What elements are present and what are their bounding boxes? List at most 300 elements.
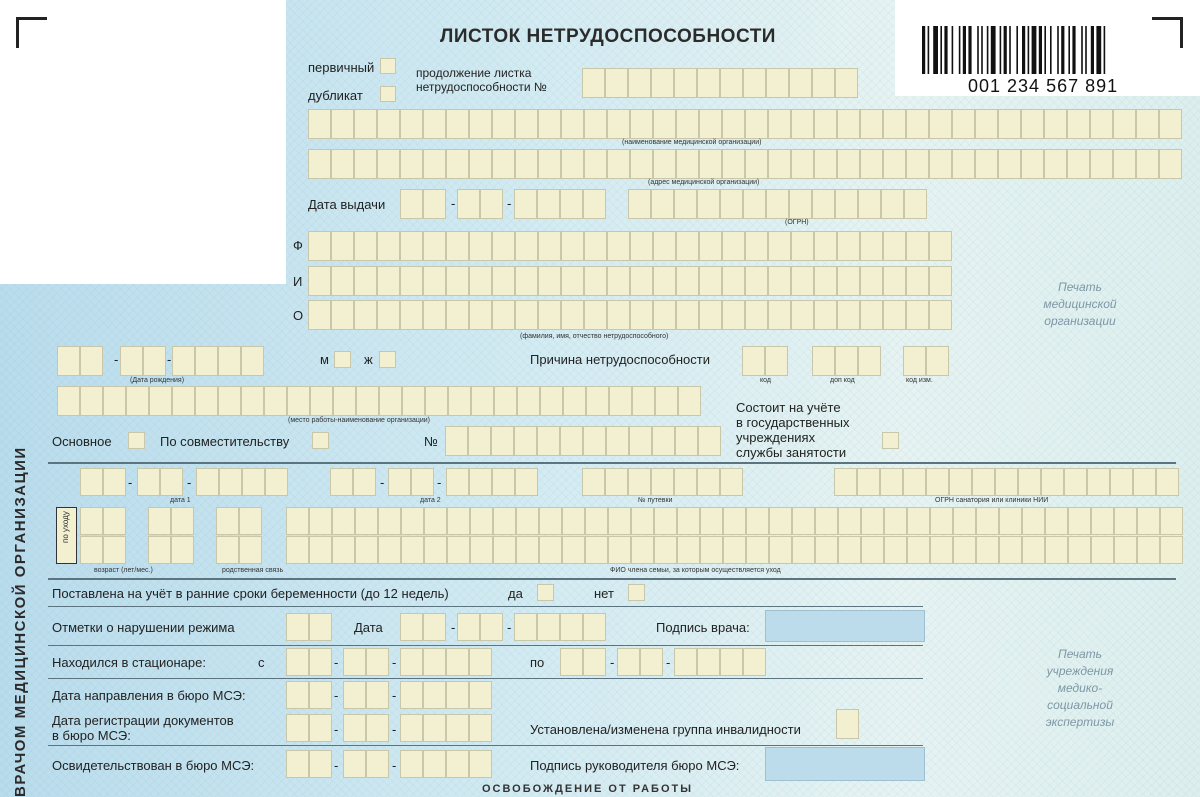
- family-member-cell[interactable]: [355, 536, 378, 564]
- ogrn-cell[interactable]: [674, 189, 697, 219]
- part-time-number-cell[interactable]: [698, 426, 721, 456]
- sanatorium-ogrn-cell[interactable]: [972, 468, 995, 496]
- org-name-cell[interactable]: [1067, 109, 1090, 139]
- mse-examined-year-cell[interactable]: [400, 750, 423, 778]
- date1-year-cell[interactable]: [219, 468, 242, 496]
- name-cell[interactable]: [837, 266, 860, 296]
- org-address-cell[interactable]: [883, 149, 906, 179]
- issue-year-cell[interactable]: [583, 189, 606, 219]
- org-address-cell[interactable]: [1113, 149, 1136, 179]
- mse-referral-day-cell[interactable]: [286, 681, 309, 709]
- family-member-cell[interactable]: [516, 507, 539, 535]
- name-cell[interactable]: [331, 266, 354, 296]
- family-member-cell[interactable]: [746, 536, 769, 564]
- surname-cell[interactable]: [699, 231, 722, 261]
- name-cell[interactable]: [515, 266, 538, 296]
- surname-cell[interactable]: [929, 231, 952, 261]
- org-address-cell[interactable]: [1159, 149, 1182, 179]
- org-address-cell[interactable]: [906, 149, 929, 179]
- org-name-cell[interactable]: [998, 109, 1021, 139]
- mse-examined-year-cell[interactable]: [469, 750, 492, 778]
- pregnancy-yes-checkbox[interactable]: [537, 584, 554, 601]
- reason-extra-code-cell[interactable]: [858, 346, 881, 376]
- org-address-cell[interactable]: [1021, 149, 1044, 179]
- part-time-number-cell[interactable]: [468, 426, 491, 456]
- org-name-cell[interactable]: [331, 109, 354, 139]
- duplicate-checkbox[interactable]: [380, 86, 396, 102]
- org-name-cell[interactable]: [515, 109, 538, 139]
- name-cell[interactable]: [745, 266, 768, 296]
- workplace-cell[interactable]: [425, 386, 448, 416]
- patronymic-cell[interactable]: [423, 300, 446, 330]
- org-name-cell[interactable]: [308, 109, 331, 139]
- family-member-cell[interactable]: [1137, 507, 1160, 535]
- surname-cell[interactable]: [837, 231, 860, 261]
- hospital-from-day-cell[interactable]: [309, 648, 332, 676]
- disability-group-cell[interactable]: [836, 709, 859, 739]
- org-address-cell[interactable]: [1044, 149, 1067, 179]
- sanatorium-ogrn-cell[interactable]: [857, 468, 880, 496]
- workplace-cell[interactable]: [540, 386, 563, 416]
- workplace-cell[interactable]: [517, 386, 540, 416]
- hospital-from-year-cell[interactable]: [469, 648, 492, 676]
- continuation-number-cell[interactable]: [743, 68, 766, 98]
- org-address-cell[interactable]: [400, 149, 423, 179]
- family-member-cell[interactable]: [447, 536, 470, 564]
- mse-examined-day-cell[interactable]: [309, 750, 332, 778]
- org-name-cell[interactable]: [814, 109, 837, 139]
- family-member-cell[interactable]: [493, 536, 516, 564]
- continuation-number-cell[interactable]: [720, 68, 743, 98]
- workplace-cell[interactable]: [57, 386, 80, 416]
- org-name-cell[interactable]: [676, 109, 699, 139]
- family-member-cell[interactable]: [654, 507, 677, 535]
- workplace-cell[interactable]: [218, 386, 241, 416]
- hospital-to-day-cell[interactable]: [560, 648, 583, 676]
- birth-month-cell[interactable]: [120, 346, 143, 376]
- org-name-cell[interactable]: [423, 109, 446, 139]
- name-cell[interactable]: [354, 266, 377, 296]
- family-member-cell[interactable]: [608, 536, 631, 564]
- part-time-number-cell[interactable]: [675, 426, 698, 456]
- family-member-cell[interactable]: [1045, 507, 1068, 535]
- issue-year-cell[interactable]: [514, 189, 537, 219]
- mse-registration-month-cell[interactable]: [366, 714, 389, 742]
- patronymic-cell[interactable]: [308, 300, 331, 330]
- family-member-cell[interactable]: [378, 507, 401, 535]
- workplace-cell[interactable]: [448, 386, 471, 416]
- surname-cell[interactable]: [354, 231, 377, 261]
- date2-year-cell[interactable]: [515, 468, 538, 496]
- org-name-cell[interactable]: [1113, 109, 1136, 139]
- family-member-cell[interactable]: [654, 536, 677, 564]
- continuation-number-cell[interactable]: [789, 68, 812, 98]
- part-time-number-cell[interactable]: [491, 426, 514, 456]
- org-name-cell[interactable]: [768, 109, 791, 139]
- surname-cell[interactable]: [446, 231, 469, 261]
- birth-day-cell[interactable]: [80, 346, 103, 376]
- org-name-cell[interactable]: [722, 109, 745, 139]
- family-member-cell[interactable]: [332, 536, 355, 564]
- org-address-cell[interactable]: [561, 149, 584, 179]
- birth-year-cell[interactable]: [195, 346, 218, 376]
- mse-referral-month-cell[interactable]: [343, 681, 366, 709]
- patronymic-cell[interactable]: [653, 300, 676, 330]
- name-cell[interactable]: [929, 266, 952, 296]
- ogrn-cell[interactable]: [812, 189, 835, 219]
- workplace-cell[interactable]: [287, 386, 310, 416]
- reason-code-cell[interactable]: [742, 346, 765, 376]
- family-member-cell[interactable]: [401, 536, 424, 564]
- org-name-cell[interactable]: [745, 109, 768, 139]
- surname-cell[interactable]: [722, 231, 745, 261]
- ogrn-cell[interactable]: [651, 189, 674, 219]
- main-job-checkbox[interactable]: [128, 432, 145, 449]
- org-name-cell[interactable]: [1159, 109, 1182, 139]
- family-member-cell[interactable]: [746, 507, 769, 535]
- workplace-cell[interactable]: [563, 386, 586, 416]
- issue-month-cell[interactable]: [457, 189, 480, 219]
- family-member-cell[interactable]: [539, 536, 562, 564]
- family-member-cell[interactable]: [769, 507, 792, 535]
- issue-day-cell[interactable]: [423, 189, 446, 219]
- sex-m-checkbox[interactable]: [334, 351, 351, 368]
- family-member-cell[interactable]: [332, 507, 355, 535]
- continuation-number-cell[interactable]: [697, 68, 720, 98]
- org-name-cell[interactable]: [906, 109, 929, 139]
- issue-day-cell[interactable]: [400, 189, 423, 219]
- family-member-cell[interactable]: [286, 507, 309, 535]
- name-cell[interactable]: [699, 266, 722, 296]
- mse-examined-day-cell[interactable]: [286, 750, 309, 778]
- workplace-cell[interactable]: [655, 386, 678, 416]
- family-member-cell[interactable]: [677, 536, 700, 564]
- name-cell[interactable]: [860, 266, 883, 296]
- date2-day-cell[interactable]: [330, 468, 353, 496]
- org-address-cell[interactable]: [676, 149, 699, 179]
- family-member-cell[interactable]: [723, 536, 746, 564]
- workplace-cell[interactable]: [264, 386, 287, 416]
- surname-cell[interactable]: [308, 231, 331, 261]
- date2-year-cell[interactable]: [469, 468, 492, 496]
- name-cell[interactable]: [492, 266, 515, 296]
- sanatorium-ogrn-cell[interactable]: [1156, 468, 1179, 496]
- family-member-cell[interactable]: [1068, 536, 1091, 564]
- workplace-cell[interactable]: [586, 386, 609, 416]
- patronymic-cell[interactable]: [400, 300, 423, 330]
- sanatorium-ogrn-cell[interactable]: [903, 468, 926, 496]
- mse-referral-year-cell[interactable]: [423, 681, 446, 709]
- voucher-number-cell[interactable]: [605, 468, 628, 496]
- name-cell[interactable]: [814, 266, 837, 296]
- part-time-number-cell[interactable]: [560, 426, 583, 456]
- hospital-to-day-cell[interactable]: [583, 648, 606, 676]
- org-name-cell[interactable]: [354, 109, 377, 139]
- family-member-cell[interactable]: [953, 507, 976, 535]
- patronymic-cell[interactable]: [354, 300, 377, 330]
- org-address-cell[interactable]: [860, 149, 883, 179]
- family-member-cell[interactable]: [1068, 507, 1091, 535]
- hospital-to-year-cell[interactable]: [720, 648, 743, 676]
- workplace-cell[interactable]: [494, 386, 517, 416]
- mse-head-signature-field[interactable]: [765, 747, 925, 781]
- name-cell[interactable]: [653, 266, 676, 296]
- family-member-cell[interactable]: [539, 507, 562, 535]
- mse-registration-day-cell[interactable]: [286, 714, 309, 742]
- org-address-cell[interactable]: [308, 149, 331, 179]
- patronymic-cell[interactable]: [331, 300, 354, 330]
- patronymic-cell[interactable]: [722, 300, 745, 330]
- hospital-from-year-cell[interactable]: [400, 648, 423, 676]
- hospital-to-month-cell[interactable]: [640, 648, 663, 676]
- family-member-cell[interactable]: [700, 536, 723, 564]
- org-name-cell[interactable]: [469, 109, 492, 139]
- workplace-cell[interactable]: [195, 386, 218, 416]
- date1-year-cell[interactable]: [265, 468, 288, 496]
- family-member-cell[interactable]: [723, 507, 746, 535]
- family-member-cell[interactable]: [907, 507, 930, 535]
- date2-year-cell[interactable]: [492, 468, 515, 496]
- ogrn-cell[interactable]: [720, 189, 743, 219]
- continuation-number-cell[interactable]: [674, 68, 697, 98]
- org-address-cell[interactable]: [446, 149, 469, 179]
- sanatorium-ogrn-cell[interactable]: [1110, 468, 1133, 496]
- org-name-cell[interactable]: [1136, 109, 1159, 139]
- continuation-number-cell[interactable]: [605, 68, 628, 98]
- sanatorium-ogrn-cell[interactable]: [834, 468, 857, 496]
- birth-day-cell[interactable]: [57, 346, 80, 376]
- family-member-cell[interactable]: [1091, 536, 1114, 564]
- mse-registration-year-cell[interactable]: [400, 714, 423, 742]
- ogrn-cell[interactable]: [766, 189, 789, 219]
- patronymic-cell[interactable]: [561, 300, 584, 330]
- family-member-cell[interactable]: [976, 507, 999, 535]
- name-cell[interactable]: [607, 266, 630, 296]
- issue-year-cell[interactable]: [560, 189, 583, 219]
- hospital-from-month-cell[interactable]: [343, 648, 366, 676]
- org-address-cell[interactable]: [699, 149, 722, 179]
- violation-year-cell[interactable]: [514, 613, 537, 641]
- workplace-cell[interactable]: [310, 386, 333, 416]
- patronymic-cell[interactable]: [699, 300, 722, 330]
- violation-day-cell[interactable]: [400, 613, 423, 641]
- family-member-cell[interactable]: [815, 507, 838, 535]
- voucher-number-cell[interactable]: [674, 468, 697, 496]
- surname-cell[interactable]: [653, 231, 676, 261]
- care-relation-cell[interactable]: [216, 507, 239, 535]
- org-address-cell[interactable]: [975, 149, 998, 179]
- reason-code-change-cell[interactable]: [903, 346, 926, 376]
- ogrn-cell[interactable]: [697, 189, 720, 219]
- family-member-cell[interactable]: [953, 536, 976, 564]
- org-address-cell[interactable]: [722, 149, 745, 179]
- sanatorium-ogrn-cell[interactable]: [1133, 468, 1156, 496]
- care-month-cell[interactable]: [148, 507, 171, 535]
- hospital-from-year-cell[interactable]: [423, 648, 446, 676]
- hospital-from-day-cell[interactable]: [286, 648, 309, 676]
- date1-year-cell[interactable]: [196, 468, 219, 496]
- workplace-cell[interactable]: [80, 386, 103, 416]
- surname-cell[interactable]: [791, 231, 814, 261]
- mse-registration-year-cell[interactable]: [446, 714, 469, 742]
- org-name-cell[interactable]: [377, 109, 400, 139]
- org-name-cell[interactable]: [492, 109, 515, 139]
- part-time-number-cell[interactable]: [606, 426, 629, 456]
- family-member-cell[interactable]: [792, 536, 815, 564]
- employment-registered-checkbox[interactable]: [882, 432, 899, 449]
- name-cell[interactable]: [469, 266, 492, 296]
- org-address-cell[interactable]: [837, 149, 860, 179]
- org-name-cell[interactable]: [929, 109, 952, 139]
- surname-cell[interactable]: [469, 231, 492, 261]
- date2-year-cell[interactable]: [446, 468, 469, 496]
- patronymic-cell[interactable]: [446, 300, 469, 330]
- care-month-cell[interactable]: [171, 507, 194, 535]
- mse-examined-month-cell[interactable]: [343, 750, 366, 778]
- surname-cell[interactable]: [906, 231, 929, 261]
- patronymic-cell[interactable]: [929, 300, 952, 330]
- date1-day-cell[interactable]: [80, 468, 103, 496]
- family-member-cell[interactable]: [677, 507, 700, 535]
- mse-registration-month-cell[interactable]: [343, 714, 366, 742]
- violation-day-cell[interactable]: [423, 613, 446, 641]
- name-cell[interactable]: [308, 266, 331, 296]
- name-cell[interactable]: [768, 266, 791, 296]
- family-member-cell[interactable]: [355, 507, 378, 535]
- part-time-number-cell[interactable]: [514, 426, 537, 456]
- continuation-number-cell[interactable]: [651, 68, 674, 98]
- ogrn-cell[interactable]: [881, 189, 904, 219]
- family-member-cell[interactable]: [1022, 536, 1045, 564]
- voucher-number-cell[interactable]: [582, 468, 605, 496]
- org-name-cell[interactable]: [584, 109, 607, 139]
- care-relation-cell[interactable]: [239, 536, 262, 564]
- family-member-cell[interactable]: [1160, 507, 1183, 535]
- workplace-cell[interactable]: [241, 386, 264, 416]
- name-cell[interactable]: [676, 266, 699, 296]
- patronymic-cell[interactable]: [492, 300, 515, 330]
- ogrn-cell[interactable]: [743, 189, 766, 219]
- family-member-cell[interactable]: [792, 507, 815, 535]
- org-name-cell[interactable]: [653, 109, 676, 139]
- workplace-cell[interactable]: [402, 386, 425, 416]
- family-member-cell[interactable]: [1114, 536, 1137, 564]
- surname-cell[interactable]: [630, 231, 653, 261]
- violation-month-cell[interactable]: [457, 613, 480, 641]
- family-member-cell[interactable]: [861, 507, 884, 535]
- patronymic-cell[interactable]: [791, 300, 814, 330]
- hospital-from-month-cell[interactable]: [366, 648, 389, 676]
- part-time-number-cell[interactable]: [583, 426, 606, 456]
- family-member-cell[interactable]: [309, 536, 332, 564]
- patronymic-cell[interactable]: [469, 300, 492, 330]
- care-relation-cell[interactable]: [239, 507, 262, 535]
- voucher-number-cell[interactable]: [651, 468, 674, 496]
- mse-examined-month-cell[interactable]: [366, 750, 389, 778]
- part-time-number-cell[interactable]: [537, 426, 560, 456]
- mse-referral-month-cell[interactable]: [366, 681, 389, 709]
- org-address-cell[interactable]: [998, 149, 1021, 179]
- part-time-number-cell[interactable]: [652, 426, 675, 456]
- family-member-cell[interactable]: [884, 536, 907, 564]
- family-member-cell[interactable]: [562, 536, 585, 564]
- patronymic-cell[interactable]: [377, 300, 400, 330]
- voucher-number-cell[interactable]: [720, 468, 743, 496]
- sanatorium-ogrn-cell[interactable]: [880, 468, 903, 496]
- family-member-cell[interactable]: [493, 507, 516, 535]
- voucher-number-cell[interactable]: [697, 468, 720, 496]
- patronymic-cell[interactable]: [768, 300, 791, 330]
- reason-extra-code-cell[interactable]: [812, 346, 835, 376]
- sanatorium-ogrn-cell[interactable]: [1087, 468, 1110, 496]
- date1-day-cell[interactable]: [103, 468, 126, 496]
- date1-year-cell[interactable]: [242, 468, 265, 496]
- family-member-cell[interactable]: [1137, 536, 1160, 564]
- family-member-cell[interactable]: [930, 507, 953, 535]
- care-relation-cell[interactable]: [216, 536, 239, 564]
- name-cell[interactable]: [906, 266, 929, 296]
- family-member-cell[interactable]: [631, 507, 654, 535]
- org-name-cell[interactable]: [952, 109, 975, 139]
- continuation-number-cell[interactable]: [582, 68, 605, 98]
- family-member-cell[interactable]: [470, 507, 493, 535]
- org-address-cell[interactable]: [929, 149, 952, 179]
- family-member-cell[interactable]: [424, 507, 447, 535]
- family-member-cell[interactable]: [631, 536, 654, 564]
- family-member-cell[interactable]: [401, 507, 424, 535]
- date1-month-cell[interactable]: [137, 468, 160, 496]
- sanatorium-ogrn-cell[interactable]: [949, 468, 972, 496]
- pregnancy-no-checkbox[interactable]: [628, 584, 645, 601]
- care-age-cell[interactable]: [103, 507, 126, 535]
- family-member-cell[interactable]: [884, 507, 907, 535]
- name-cell[interactable]: [446, 266, 469, 296]
- org-address-cell[interactable]: [331, 149, 354, 179]
- part-time-number-cell[interactable]: [629, 426, 652, 456]
- ogrn-cell[interactable]: [835, 189, 858, 219]
- reason-extra-code-cell[interactable]: [835, 346, 858, 376]
- family-member-cell[interactable]: [838, 507, 861, 535]
- family-member-cell[interactable]: [930, 536, 953, 564]
- org-address-cell[interactable]: [584, 149, 607, 179]
- violation-year-cell[interactable]: [583, 613, 606, 641]
- patronymic-cell[interactable]: [745, 300, 768, 330]
- mse-registration-year-cell[interactable]: [469, 714, 492, 742]
- org-address-cell[interactable]: [354, 149, 377, 179]
- birth-year-cell[interactable]: [241, 346, 264, 376]
- patronymic-cell[interactable]: [607, 300, 630, 330]
- name-cell[interactable]: [423, 266, 446, 296]
- family-member-cell[interactable]: [700, 507, 723, 535]
- org-address-cell[interactable]: [423, 149, 446, 179]
- org-address-cell[interactable]: [1136, 149, 1159, 179]
- patronymic-cell[interactable]: [676, 300, 699, 330]
- patronymic-cell[interactable]: [906, 300, 929, 330]
- workplace-cell[interactable]: [126, 386, 149, 416]
- surname-cell[interactable]: [768, 231, 791, 261]
- workplace-cell[interactable]: [333, 386, 356, 416]
- family-member-cell[interactable]: [378, 536, 401, 564]
- org-name-cell[interactable]: [837, 109, 860, 139]
- surname-cell[interactable]: [492, 231, 515, 261]
- workplace-cell[interactable]: [172, 386, 195, 416]
- org-address-cell[interactable]: [538, 149, 561, 179]
- workplace-cell[interactable]: [356, 386, 379, 416]
- care-age-cell[interactable]: [103, 536, 126, 564]
- org-name-cell[interactable]: [699, 109, 722, 139]
- family-member-cell[interactable]: [838, 536, 861, 564]
- family-member-cell[interactable]: [815, 536, 838, 564]
